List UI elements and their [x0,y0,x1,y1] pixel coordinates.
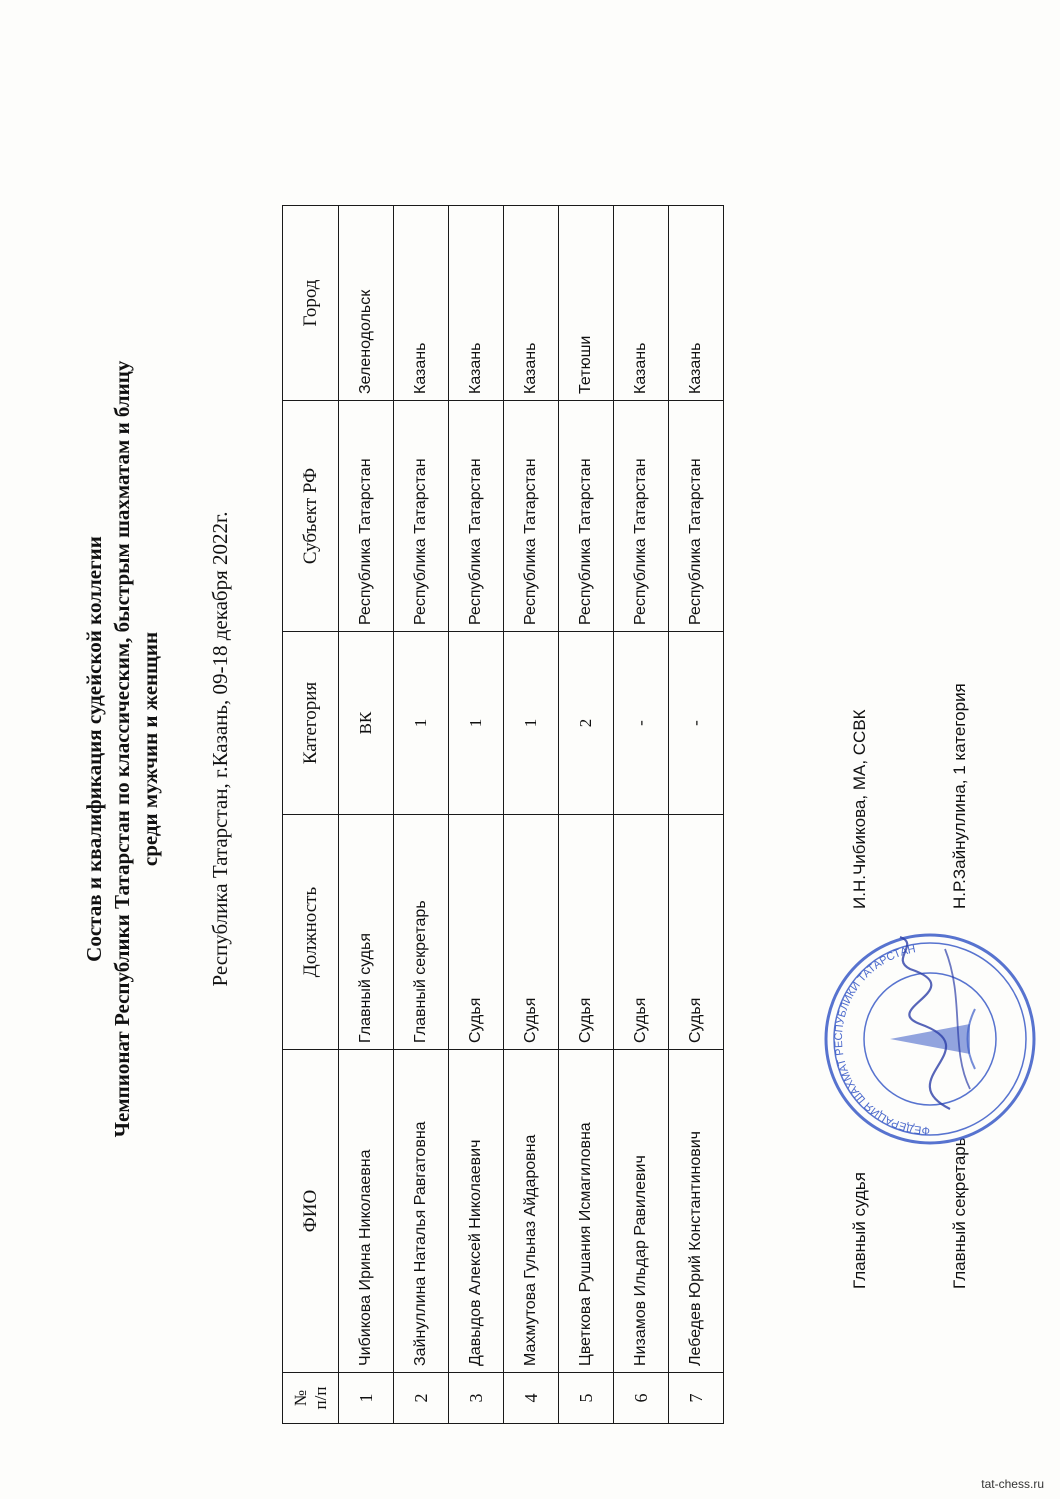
cell-num: 2 [394,1373,449,1424]
title-line-1: Состав и квалификация судейской коллегии [82,536,106,962]
cell-num: 1 [339,1373,394,1424]
table-row [614,206,669,1424]
cell-name: Лебедев Юрий Константинович [669,1050,724,1373]
cell-category: - [669,632,724,815]
table-header-row [283,206,339,1424]
cell-num: 6 [614,1373,669,1424]
cell-city: Казань [449,206,504,401]
cell-num: 3 [449,1373,504,1424]
cell-category: 1 [394,632,449,815]
cell-category: 1 [449,632,504,815]
cell-name: Чибикова Ирина Николаевна [339,1050,394,1373]
cell-city: Казань [394,206,449,401]
cell-name: Зайнуллина Наталья Равгатовна [394,1050,449,1373]
cell-position: Судья [504,815,559,1050]
cell-num: 4 [504,1373,559,1424]
title-line-2: Чемпионат Республики Татарстан по классическим, быстрым шахматам и блицу [110,360,134,1138]
header-name: ФИО [283,1050,339,1373]
table-row [449,206,504,1424]
cell-city: Казань [669,206,724,401]
cell-position: Судья [559,815,614,1050]
cell-category: 1 [504,632,559,815]
cell-city: Казань [614,206,669,401]
cell-region: Республика Татарстан [394,401,449,632]
cell-region: Республика Татарстан [504,401,559,632]
cell-name: Цветкова Рушания Исмагиловна [559,1050,614,1373]
chief-judge-name: И.Н.Чибикова, МА, ССВК [850,709,869,909]
location-date: Республика Татарстан, г.Казань, 09-18 декабря 2022г. [208,511,232,987]
cell-position: Главный судья [339,815,394,1050]
table-row [394,206,449,1424]
cell-position: Судья [669,815,724,1050]
cell-region: Республика Татарстан [559,401,614,632]
title-line-3: среди мужчин и женщин [138,631,162,867]
table-row [504,206,559,1424]
cell-category: - [614,632,669,815]
header-position: Должность [283,815,339,1050]
header-num-line2: п/п [310,1386,330,1410]
table-row [559,206,614,1424]
cell-name: Низамов Ильдар Равилевич [614,1050,669,1373]
cell-position: Судья [614,815,669,1050]
table-row [339,206,394,1424]
cell-num: 7 [669,1373,724,1424]
cell-num: 5 [559,1373,614,1424]
cell-position: Главный секретарь [394,815,449,1050]
referees-table [282,205,724,1424]
header-region: Субъект РФ [283,401,339,632]
handwritten-signature-icon [850,929,1010,1119]
watermark: tat-chess.ru [981,1477,1044,1491]
cell-region: Республика Татарстан [449,401,504,632]
table-row [669,206,724,1424]
secretary-name: Н.Р.Зайнуллина, 1 категория [950,683,969,909]
cell-city: Казань [504,206,559,401]
cell-name: Давыдов Алексей Николаевич [449,1050,504,1373]
cell-region: Республика Татарстан [614,401,669,632]
cell-category: 2 [559,632,614,815]
cell-region: Республика Татарстан [339,401,394,632]
header-num [283,1373,339,1424]
header-category: Категория [283,632,339,815]
cell-city: Зеленодольск [339,206,394,401]
cell-category: ВК [339,632,394,815]
cell-position: Судья [449,815,504,1050]
cell-name: Махмутова Гульназ Айдаровна [504,1050,559,1373]
cell-region: Республика Татарстан [669,401,724,632]
stamp-text: ФЕДЕРАЦИЯ ШАХМАТ РЕСПУБЛИКИ ТАТАРСТАН [832,943,931,1137]
header-city: Город [283,206,339,401]
secretary-label: Главный секретарь [950,1137,969,1289]
cell-city: Тетюши [559,206,614,401]
chief-judge-label: Главный судья [850,1172,869,1289]
header-num-line1: № [290,1389,310,1407]
